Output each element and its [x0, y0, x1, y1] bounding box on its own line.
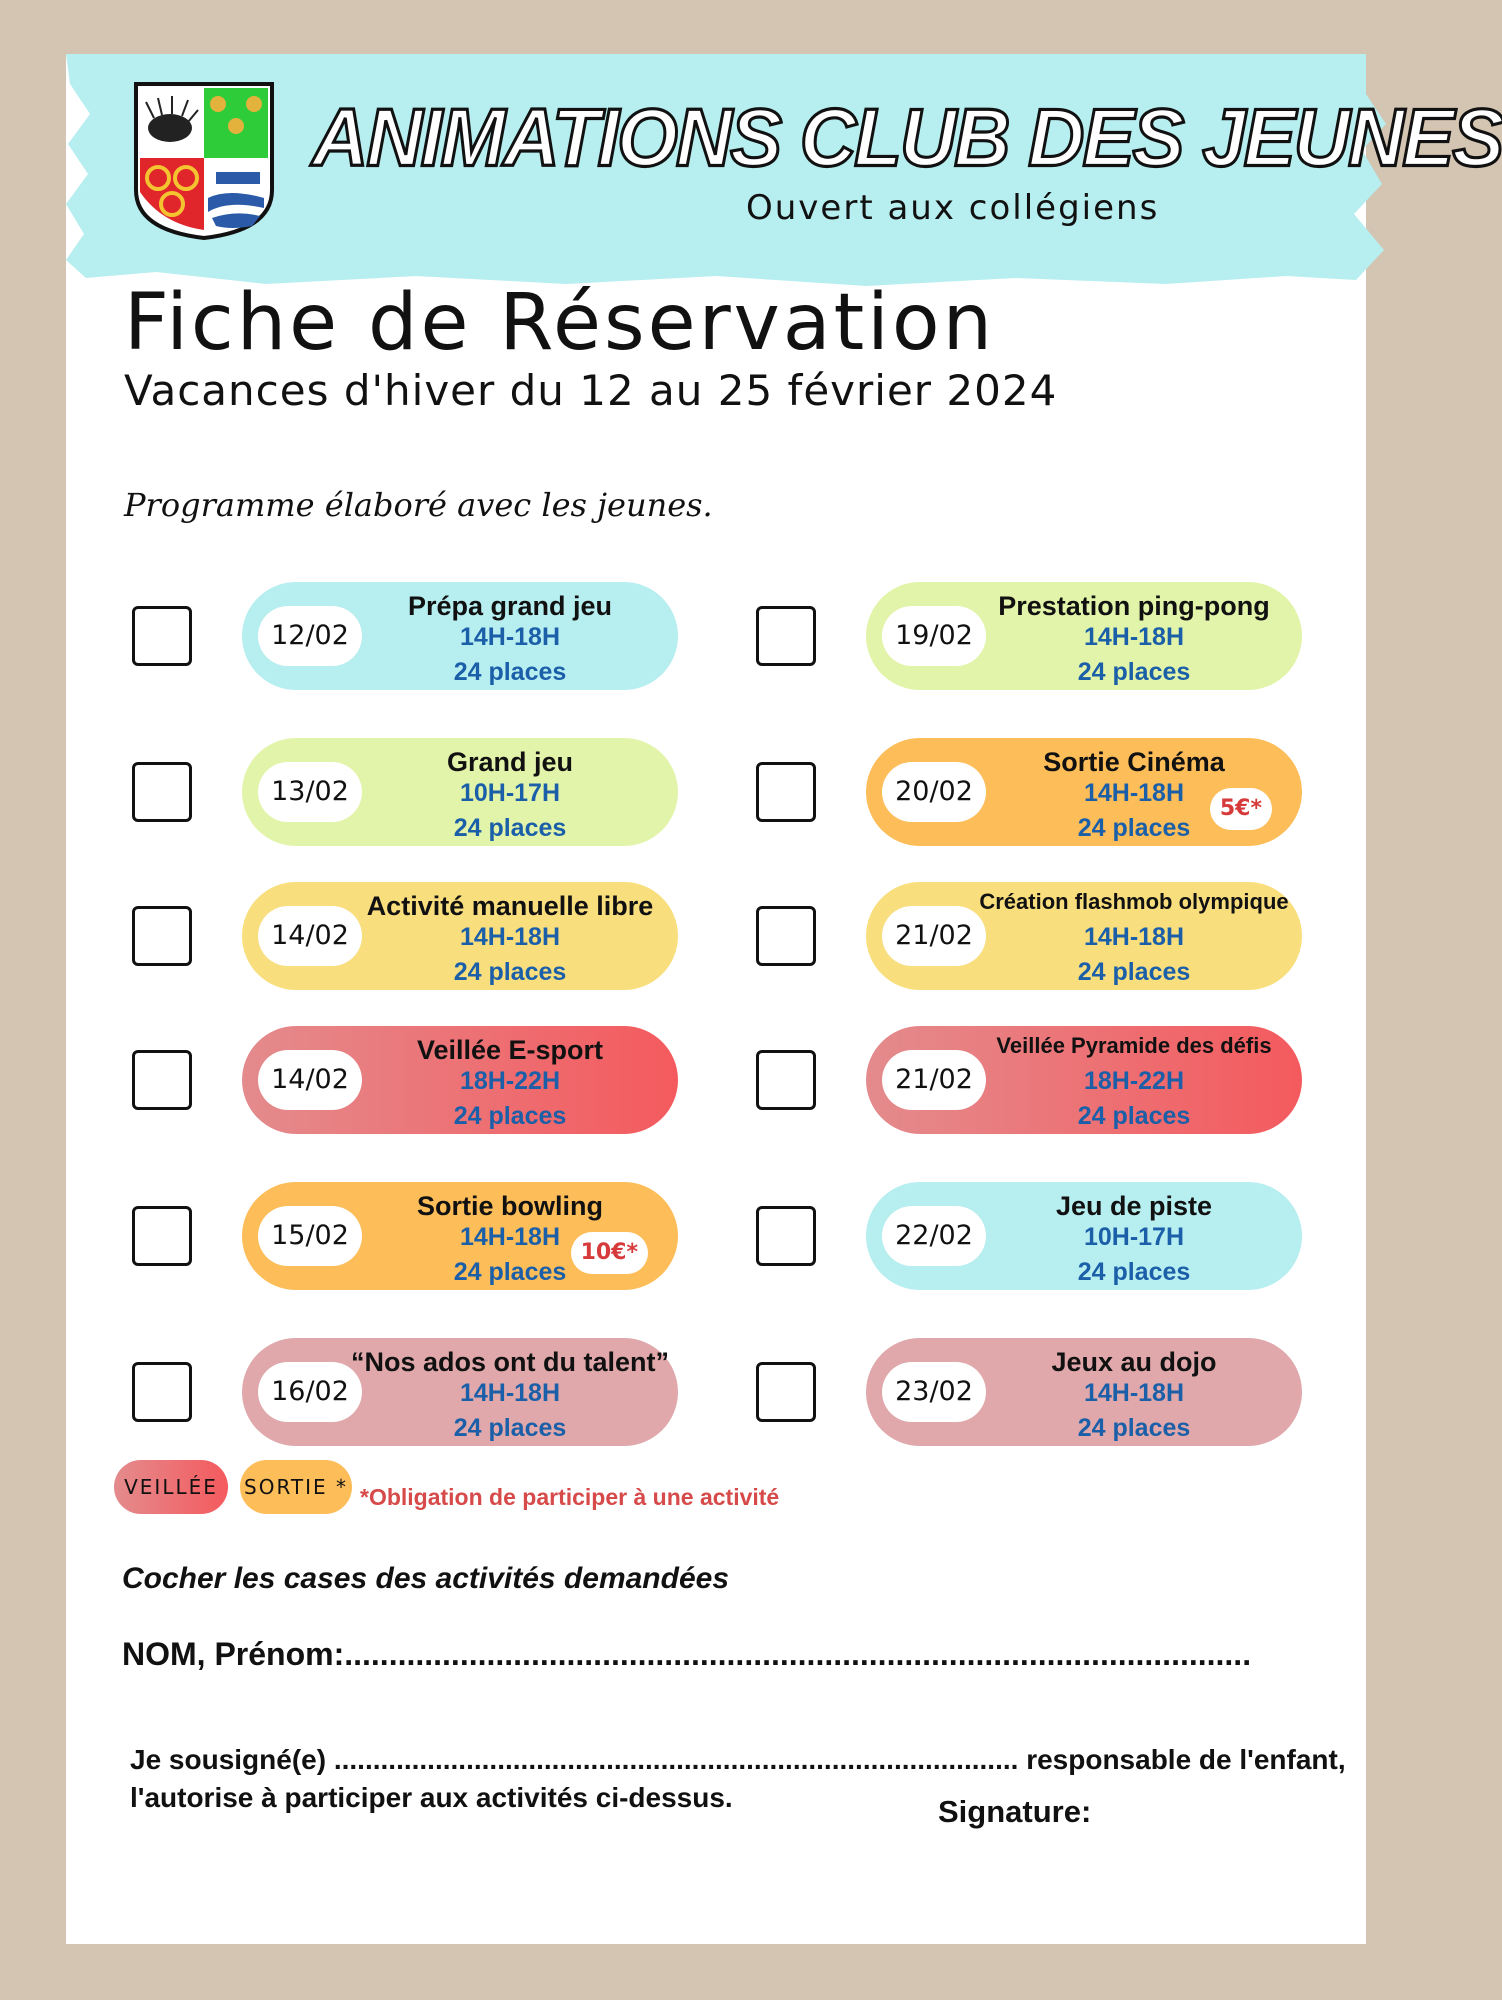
activity-date: 12/02 — [258, 606, 362, 666]
activity-places: 24 places — [453, 658, 567, 686]
activity-places: 24 places — [453, 1258, 567, 1286]
activity-name: Prépa grand jeu — [407, 591, 613, 621]
activity-card — [242, 1026, 678, 1134]
activity-checkbox[interactable] — [756, 1206, 816, 1266]
activity-places: 24 places — [1077, 1102, 1191, 1130]
activity-time: 14H-18H — [459, 1379, 561, 1407]
activity-name: Création flashmob olympique — [979, 889, 1289, 914]
activity-time: 14H-18H — [459, 1223, 561, 1251]
activity-places: 24 places — [1077, 814, 1191, 842]
activity-date: 21/02 — [882, 1050, 986, 1110]
activity-card — [866, 1338, 1302, 1446]
activity-time: 10H-17H — [459, 779, 561, 807]
activity-price-badge: 10€* — [571, 1232, 648, 1274]
reservation-sheet — [66, 54, 1502, 1944]
activity-name: Grand jeu — [446, 747, 574, 777]
activity-date: 15/02 — [258, 1206, 362, 1266]
activity-name: Sortie bowling — [417, 1191, 603, 1221]
activity-time: 18H-22H — [1083, 1067, 1185, 1095]
guardian-statement[interactable]: Je sousigné(e) ........................................................................................ responsable de l'enfant, — [130, 1744, 1346, 1775]
check-instruction: Cocher les cases des activités demandées — [122, 1562, 730, 1595]
form-title: Fiche de Réservation — [124, 278, 996, 368]
town-crest-logo — [132, 80, 276, 240]
activity-card — [242, 1182, 678, 1290]
activity-time: 14H-18H — [459, 623, 561, 651]
holiday-period: Vacances d'hiver du 12 au 25 février 2024 — [124, 366, 1058, 415]
activity-card — [866, 582, 1302, 690]
activity-card — [242, 738, 678, 846]
activity-date: 20/02 — [882, 762, 986, 822]
activity-time: 18H-22H — [459, 1067, 561, 1095]
activity-time: 14H-18H — [1083, 923, 1185, 951]
activity-checkbox[interactable] — [132, 606, 192, 666]
authorization-statement: l'autorise à participer aux activités ci-dessus. — [130, 1782, 733, 1813]
activity-date: 22/02 — [882, 1206, 986, 1266]
activity-date: 21/02 — [882, 906, 986, 966]
activity-time: 14H-18H — [1083, 623, 1185, 651]
activity-checkbox[interactable] — [132, 906, 192, 966]
activity-places: 24 places — [1077, 658, 1191, 686]
activity-time: 14H-18H — [1083, 1379, 1185, 1407]
participation-note: *Obligation de participer à une activité — [360, 1484, 780, 1510]
activity-time: 14H-18H — [459, 923, 561, 951]
activity-checkbox[interactable] — [756, 906, 816, 966]
activity-date: 23/02 — [882, 1362, 986, 1422]
activity-date: 16/02 — [258, 1362, 362, 1422]
club-title: ANIMATIONS CLUB DES JEUNES — [312, 90, 1502, 184]
activity-checkbox[interactable] — [132, 762, 192, 822]
activity-date: 19/02 — [882, 606, 986, 666]
activity-card — [866, 882, 1302, 990]
activity-name: “Nos ados ont du talent” — [350, 1347, 669, 1377]
activity-checkbox[interactable] — [756, 606, 816, 666]
activity-places: 24 places — [453, 814, 567, 842]
activity-time: 10H-17H — [1083, 1223, 1185, 1251]
activity-date: 13/02 — [258, 762, 362, 822]
activity-name: Veillée E-sport — [416, 1035, 604, 1065]
activity-places: 24 places — [453, 1414, 567, 1442]
activity-places: 24 places — [453, 958, 567, 986]
legend-veillee-chip: VEILLÉE — [114, 1460, 228, 1514]
activity-name: Prestation ping-pong — [998, 591, 1270, 621]
activity-time: 14H-18H — [1083, 779, 1185, 807]
activity-card — [242, 882, 678, 990]
activity-places: 24 places — [1077, 1414, 1191, 1442]
activity-places: 24 places — [1077, 958, 1191, 986]
activity-date: 14/02 — [258, 1050, 362, 1110]
activity-card — [866, 1182, 1302, 1290]
activity-card — [866, 1026, 1302, 1134]
name-field[interactable]: NOM, Prénom:...................................................................................................... — [122, 1636, 1252, 1672]
header-banner — [66, 54, 1502, 284]
activity-name: Jeux au dojo — [1051, 1347, 1217, 1377]
activity-places: 24 places — [1077, 1258, 1191, 1286]
activity-price-badge: 5€* — [1210, 788, 1272, 830]
activity-places: 24 places — [453, 1102, 567, 1130]
activity-name: Jeu de piste — [1055, 1191, 1213, 1221]
activity-checkbox[interactable] — [132, 1362, 192, 1422]
club-subtitle: Ouvert aux collégiens — [746, 188, 1160, 228]
activity-name: Activité manuelle libre — [366, 891, 654, 921]
activity-checkbox[interactable] — [132, 1206, 192, 1266]
activity-name: Sortie Cinéma — [1043, 747, 1225, 777]
activity-checkbox[interactable] — [756, 762, 816, 822]
activity-card — [242, 1338, 678, 1446]
activity-card — [242, 582, 678, 690]
activity-checkbox[interactable] — [756, 1362, 816, 1422]
activity-name: Veillée Pyramide des défis — [996, 1033, 1272, 1058]
activity-checkbox[interactable] — [756, 1050, 816, 1110]
activity-card — [866, 738, 1302, 846]
activity-checkbox[interactable] — [132, 1050, 192, 1110]
activity-date: 14/02 — [258, 906, 362, 966]
program-note: Programme élaboré avec les jeunes. — [124, 486, 713, 524]
legend-sortie-chip: SORTIE * — [240, 1460, 352, 1514]
signature-field[interactable]: Signature: — [938, 1794, 1092, 1829]
